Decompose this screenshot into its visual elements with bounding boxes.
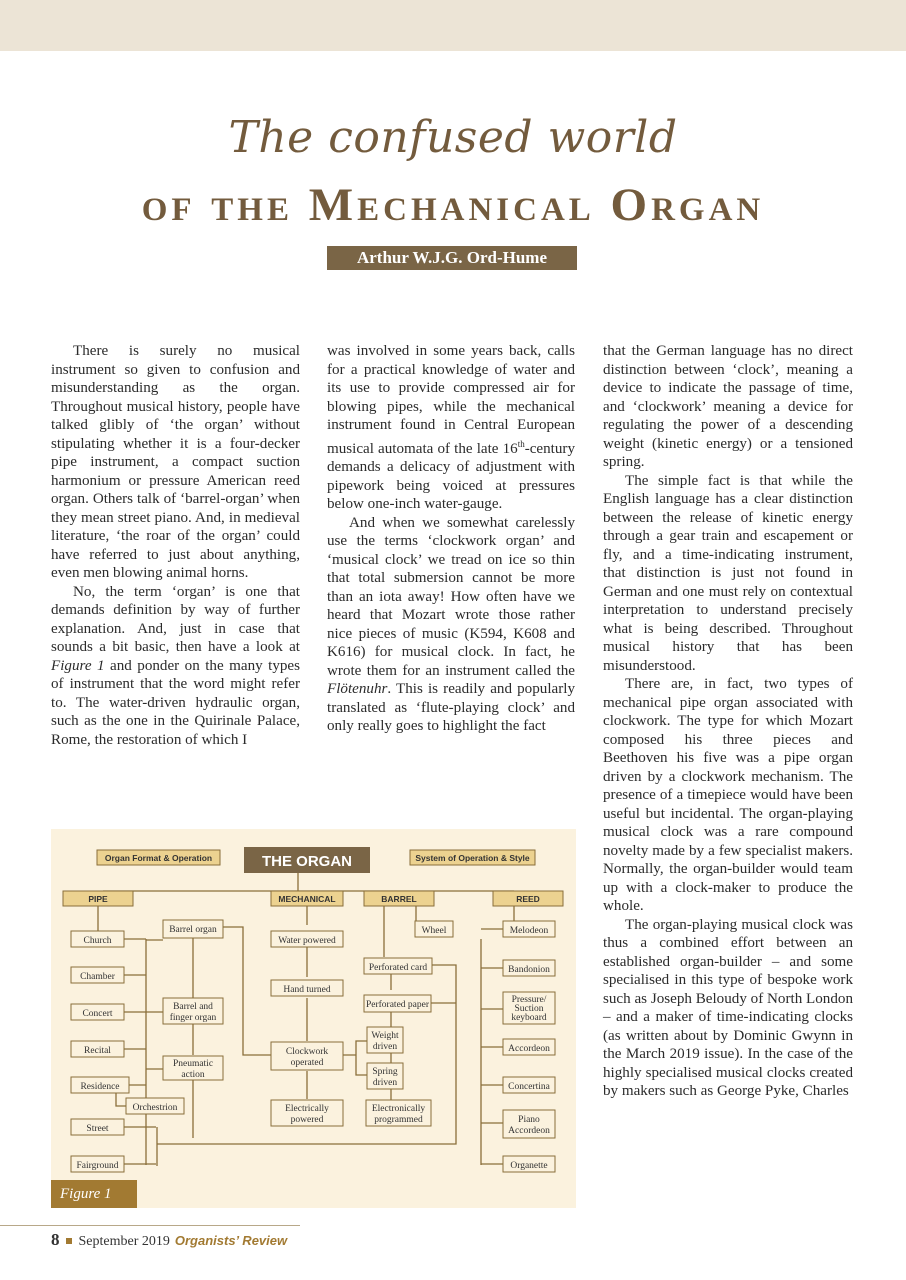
svg-text:Barrel organ: Barrel organ bbox=[169, 925, 217, 935]
paragraph: The organ-playing musical clock was thus a combined effort between an established organ-builder – and some specialised in this type of bespoke work such as Joseph Beloudy of North London – and a maker of time-indicating clocks (as written about by Dominic Gwynn in the March 2019 issue). In the case of the highly specialised musical clocks created by makers such as George Pyke, Charles bbox=[603, 916, 853, 1099]
paragraph: was involved in some years back, calls for a practical knowledge of water and its use to provide compressed air for blowing pipes, while the mechanical instrument found in Central European musical automata of the late 16th-century demands a delicacy of adjustment with pipework being voiced at pressures below one-inch water-gauge. bbox=[327, 343, 575, 513]
svg-text:Weight: Weight bbox=[371, 1031, 399, 1041]
paragraph: that the German language has no direct distinction between ‘clock’, meaning a device to indicate the passage of time, and ‘clockwork’ meaning a device for regulating the power of a descending weight (kinetic energy) or a tensioned spring. bbox=[603, 343, 853, 470]
organ-diagram bbox=[51, 829, 576, 1208]
footer-rule bbox=[0, 1225, 300, 1226]
svg-text:finger organ: finger organ bbox=[169, 1013, 217, 1023]
svg-text:BARREL: BARREL bbox=[381, 894, 417, 904]
figure-caption: Figure 1 bbox=[51, 1180, 137, 1208]
article-title-caps: of the Mechanical Organ bbox=[141, 179, 765, 231]
svg-text:Melodeon: Melodeon bbox=[509, 926, 549, 936]
paragraph: There are, in fact, two types of mechanical pipe organ associated with clockwork. The type for which Mozart composed his three pieces and Beethoven his five was a pipe organ driven by a clockwork mechanism. The presence of a timepiece would have been useful but incidental. The organ-playing musical clock was a rare compound novelty made by a few specialist makers. Normally, the organ-builder would team up with a clock-maker to produce the whole. bbox=[603, 676, 853, 914]
svg-text:Orchestrion: Orchestrion bbox=[132, 1103, 178, 1113]
page-footer bbox=[51, 1230, 287, 1250]
svg-text:keyboard: keyboard bbox=[511, 1013, 547, 1023]
svg-text:Clockwork: Clockwork bbox=[285, 1047, 329, 1057]
svg-text:Church: Church bbox=[83, 936, 112, 946]
svg-text:Spring: Spring bbox=[372, 1067, 398, 1077]
svg-text:REED: REED bbox=[516, 894, 540, 904]
svg-text:Accordeon: Accordeon bbox=[508, 1126, 550, 1136]
svg-text:Piano: Piano bbox=[518, 1115, 540, 1125]
column-1 bbox=[51, 342, 300, 749]
svg-text:Wheel: Wheel bbox=[421, 926, 447, 936]
paragraph: And when we somewhat carelessly use the terms ‘clockwork organ’ and ‘musical clock’ we tread on ice so thin that total submersion cannot be more than an iota away! How often have we heard that Mozart wrote those rather nice pieces of music (K594, K608 and K616) for musical clock. In fact, he wrote them for an instrument called the Flötenuhr. This is readily and popularly translated as ‘flute-playing clock’ and only really goes to highlight the fact bbox=[327, 514, 575, 735]
paragraph: There is surely no musical instrument so given to confusion and misunderstanding as the organ. Throughout musical history, people have talked glibly of ‘the organ’ without stipulating whether it is a four-decker pipe instrument, a compact suction harmonium or pressure American reed organ. Others talk of ‘barrel-organ’ when they mean street piano. And, in medieval literature, ‘the roar of the organ’ could have referred to just about anything, even men blowing animal horns. bbox=[51, 343, 300, 581]
svg-text:Perforated card: Perforated card bbox=[368, 963, 428, 973]
magazine-name: Organists’ Review bbox=[174, 1233, 288, 1248]
svg-text:Hand turned: Hand turned bbox=[283, 985, 331, 995]
svg-text:driven: driven bbox=[372, 1042, 398, 1052]
svg-text:PIPE: PIPE bbox=[88, 894, 108, 904]
svg-text:Recital: Recital bbox=[84, 1046, 111, 1056]
svg-text:action: action bbox=[181, 1070, 205, 1080]
svg-text:operated: operated bbox=[290, 1058, 324, 1068]
svg-text:Electronically: Electronically bbox=[371, 1104, 426, 1114]
article-title-script: The confused world bbox=[228, 112, 678, 163]
svg-text:Concertina: Concertina bbox=[508, 1082, 550, 1092]
svg-text:programmed: programmed bbox=[374, 1115, 423, 1125]
issue-date: September 2019 bbox=[78, 1234, 170, 1249]
paragraph: The simple fact is that while the English language has a clear distinction between the release of kinetic energy through a gear train and escapement or fly, and a time-indicating instrument, that distinction is just not found in German and one must rely on contextual interpretation to understand precisely what is being described. Throughout musical history that has been misunderstood. bbox=[603, 472, 853, 674]
system-label: System of Operation & Style bbox=[415, 853, 530, 863]
svg-text:Accordeon: Accordeon bbox=[508, 1044, 550, 1054]
svg-text:Pressure/: Pressure/ bbox=[511, 995, 547, 1005]
svg-text:Suction: Suction bbox=[514, 1004, 544, 1014]
svg-text:driven: driven bbox=[372, 1078, 398, 1088]
column-2 bbox=[327, 342, 575, 736]
svg-text:Perforated paper: Perforated paper bbox=[365, 1000, 430, 1010]
format-label: Organ Format & Operation bbox=[104, 853, 213, 863]
svg-text:Pneumatic: Pneumatic bbox=[172, 1059, 214, 1069]
svg-text:MECHANICAL: MECHANICAL bbox=[278, 894, 336, 904]
svg-text:Fairground: Fairground bbox=[76, 1161, 119, 1171]
organ-title: THE ORGAN bbox=[262, 853, 352, 870]
page-number: 8 bbox=[51, 1230, 60, 1249]
paragraph: No, the term ‘organ’ is one that demands definition by way of further explanation. And, just in case that sounds a bit basic, then have a look at Figure 1 and ponder on the many types of instrument that the word might refer to. The water-driven hydraulic organ, such as the one in the Quirinale Palace, Rome, the restoration of which I bbox=[51, 583, 300, 748]
top-band bbox=[0, 0, 906, 51]
column-3 bbox=[603, 342, 853, 1101]
svg-text:Bandonion: Bandonion bbox=[508, 965, 550, 975]
svg-text:Electrically: Electrically bbox=[285, 1104, 329, 1114]
svg-text:Street: Street bbox=[86, 1124, 109, 1134]
svg-text:powered: powered bbox=[290, 1115, 324, 1125]
square-bullet-icon bbox=[66, 1238, 72, 1244]
figure-reference: Figure 1 bbox=[51, 657, 105, 674]
svg-text:Chamber: Chamber bbox=[80, 972, 115, 982]
svg-text:Water powered: Water powered bbox=[278, 936, 336, 946]
svg-text:Barrel and: Barrel and bbox=[173, 1002, 213, 1012]
svg-text:Concert: Concert bbox=[82, 1009, 113, 1019]
svg-text:Residence: Residence bbox=[80, 1082, 120, 1092]
author-byline: Arthur W.J.G. Ord-Hume bbox=[327, 246, 577, 270]
svg-text:Organette: Organette bbox=[510, 1161, 548, 1171]
